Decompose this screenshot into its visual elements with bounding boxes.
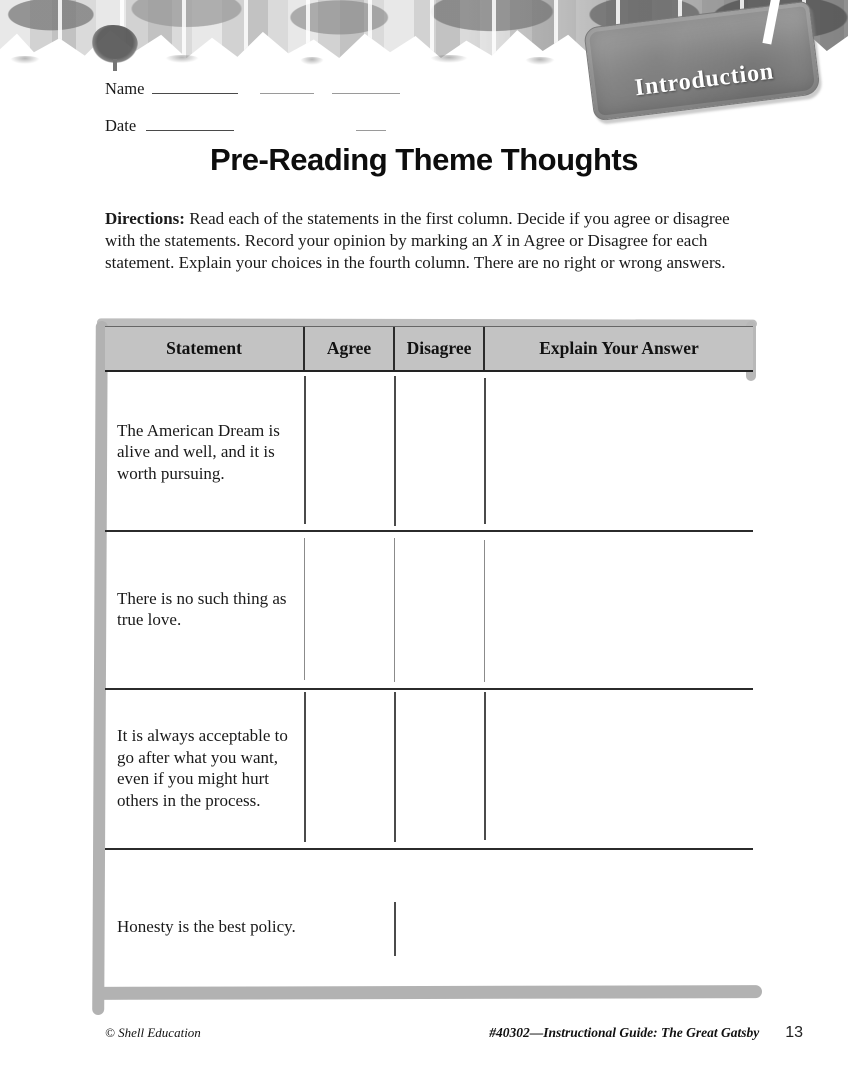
disagree-cell [395,530,485,688]
row-divider [105,688,753,690]
agree-cell [305,530,395,688]
page-title: Pre-Reading Theme Thoughts [210,142,638,177]
directions-x: X [492,230,503,250]
theme-table [105,326,753,1008]
explain-cell [485,848,753,1006]
directions-text-1: Read each of the statements in the first column. Decide if you agree or disagree with the statements. Record your opinion by marking an [105,209,730,250]
blank-line-extra [260,80,314,94]
table-row [105,688,753,848]
column-line [484,540,485,682]
header-agree: Agree [305,327,395,370]
header-disagree: Disagree [395,327,485,370]
explain-cell [485,688,753,848]
statement-cell [105,374,305,530]
row-divider [105,848,753,850]
row-divider [105,530,753,532]
column-line [394,692,396,842]
column-line [304,692,306,842]
statement-text: It is always acceptable to go after what you want, even if you might hurt others in the process. [117,726,288,810]
disagree-cell [395,688,485,848]
table-header-row [105,326,753,372]
blank-line-extra [332,80,400,94]
column-line [394,902,396,956]
statement-text: The American Dream is alive and well, and it is worth pursuing. [117,420,280,483]
grass-tuft [430,55,468,63]
agree-cell [305,688,395,848]
directions-text-2: in Agree or Disagree for each statement. Explain your choices in the fourth column. There are no right or wrong answers. [105,230,726,272]
statement-cell [105,530,305,688]
name-label: Name [105,79,145,98]
table-row [105,374,753,530]
grass-tuft [10,56,40,64]
column-line [394,538,395,682]
date-label: Date [105,116,137,135]
disagree-cell [395,848,485,1006]
book-reference: #40302—Instructional Guide: The Great Gatsby [489,1025,760,1040]
grass-tuft [300,57,324,65]
tree-decoration [92,25,138,63]
introduction-tab-label: Introduction [633,58,776,102]
date-row [105,116,386,136]
statement-text: There is no such thing as true love. [117,588,287,629]
name-row [105,79,400,99]
name-blank-line [152,80,238,94]
page-footer [105,1024,803,1042]
header-statement: Statement [105,327,305,370]
directions-paragraph [105,208,757,273]
statement-text: Honesty is the best policy. [117,917,296,937]
explain-cell [485,374,753,530]
explain-cell [485,530,753,688]
column-line [394,376,396,526]
column-line [304,376,306,524]
table-row [105,848,753,1006]
table-row [105,530,753,688]
page-number: 13 [785,1024,803,1041]
directions-label: Directions: [105,209,185,228]
column-line [484,378,486,524]
agree-cell [305,374,395,530]
column-line [304,538,305,680]
disagree-cell [395,374,485,530]
column-line [484,692,486,840]
grass-tuft [525,57,555,65]
header-explain: Explain Your Answer [539,338,699,358]
agree-cell [305,848,395,1006]
statement-cell [105,848,305,1006]
date-blank-line [146,117,234,131]
copyright: © Shell Education [105,1025,201,1040]
grass-tuft [165,55,199,63]
table-body [105,374,753,1006]
blank-line-extra [356,117,386,131]
statement-cell [105,688,305,848]
